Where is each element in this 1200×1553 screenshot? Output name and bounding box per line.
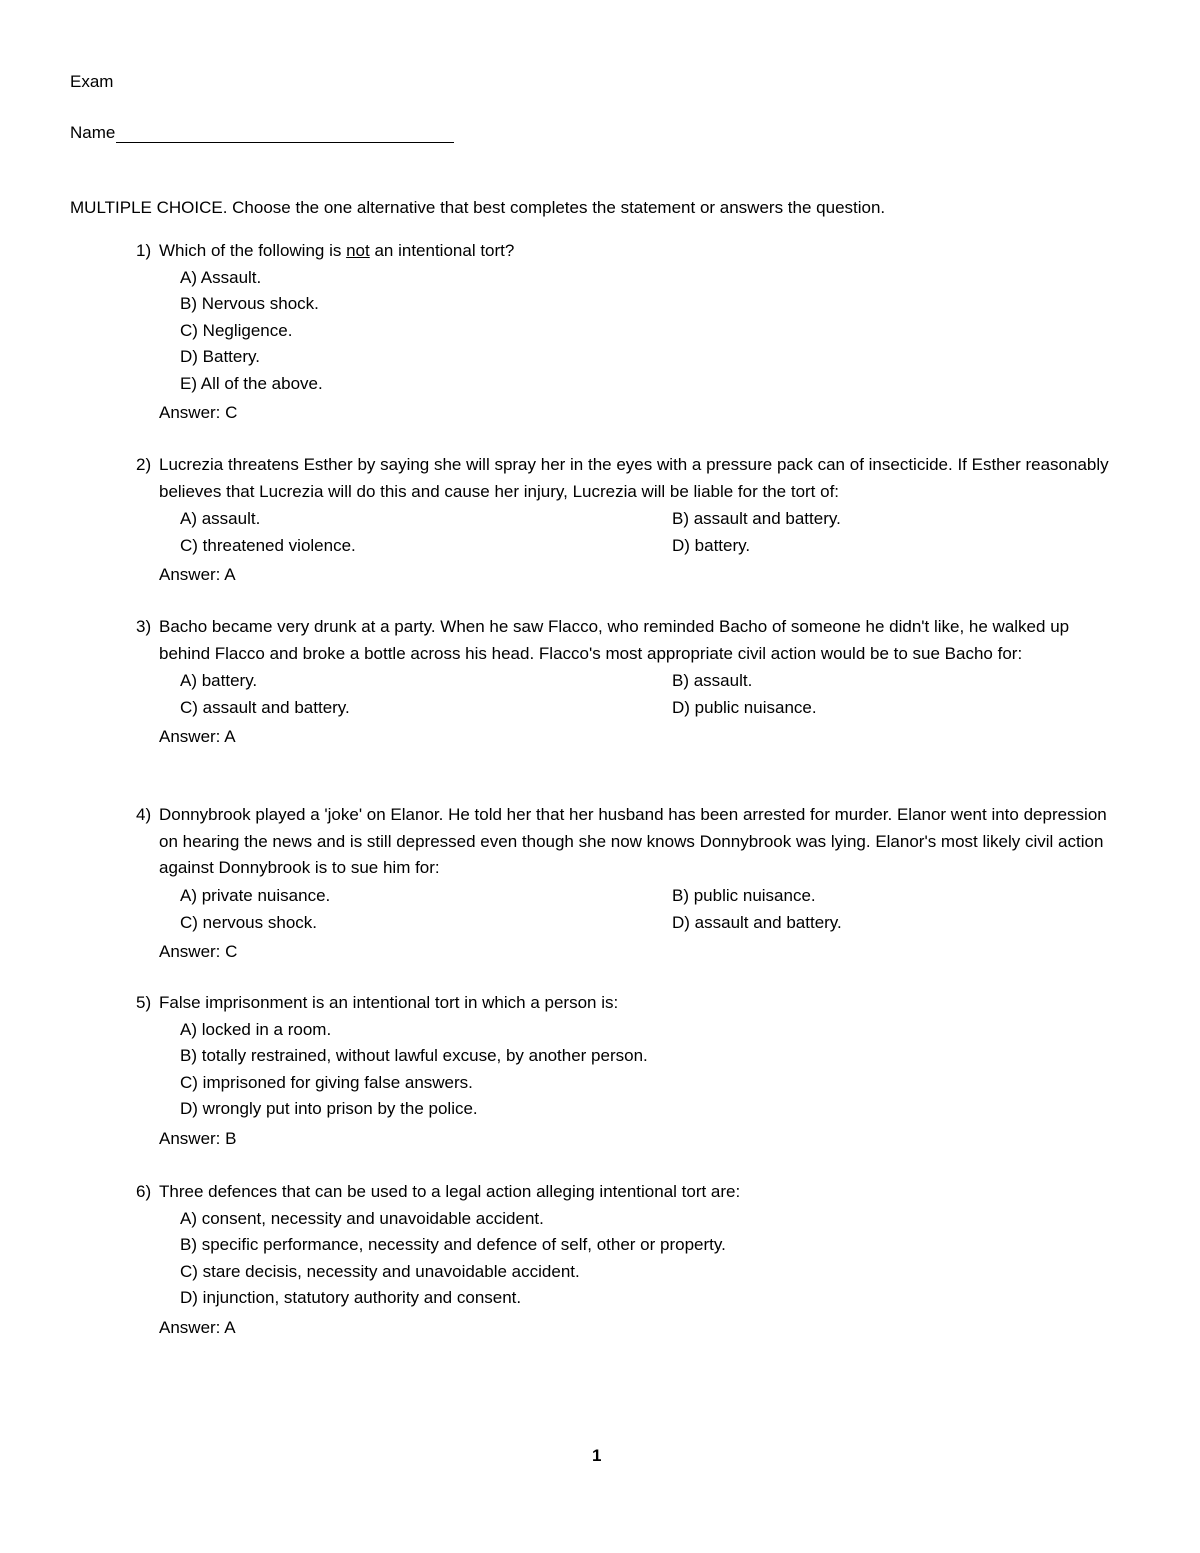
question-stem: Lucrezia threatens Esther by saying she will spray her in the eyes with a pressure pack can of insecticide. If Esther reasonably believes that Lucrezia will do this and cause her injury, Lucrezia will be liable for the tort of: (159, 455, 1109, 501)
answer-key: Answer: A (159, 727, 236, 746)
question-number: 5) (136, 993, 152, 1012)
option-d: D) injunction, statutory authority and consent. (180, 1288, 522, 1307)
answer-key: Answer: C (159, 941, 238, 961)
question-2 (136, 452, 1116, 587)
answer-options (180, 882, 1116, 936)
option-a: A) battery. (180, 671, 258, 690)
option-b: B) Nervous shock. (180, 294, 319, 313)
option-b: B) specific performance, necessity and defence of self, other or property. (180, 1235, 726, 1254)
option-a: A) Assault. (180, 267, 262, 287)
answer-options (180, 265, 1116, 398)
question-stem: Bacho became very drunk at a party. When he saw Flacco, who reminded Bacho of someone he didn't like, he walked up behind Flacco and broke a bottle across his head. Flacco's most appropriate civil action would be to sue Bacho for: (159, 617, 1070, 663)
section-instructions: MULTIPLE CHOICE. Choose the one alternative that best completes the statement or answers the question. (70, 198, 886, 217)
question-number: 4) (136, 805, 152, 824)
underlined-word: not (346, 241, 370, 260)
question-stem: Donnybrook played a 'joke' on Elanor. He told her that her husband has been arrested for murder. Elanor went into depression on hearing the news and is still depressed even though she now knows Donnybrook was lying. Elanor's most likely civil action against Donnybrook is to sue him for: (159, 805, 1107, 877)
question-5 (136, 990, 1116, 1151)
option-b: B) assault. (672, 671, 753, 690)
question-stem: Three defences that can be used to a legal action alleging intentional tort are: (159, 1182, 741, 1201)
question-stem: False imprisonment is an intentional tort in which a person is: (159, 993, 619, 1012)
option-d: D) assault and battery. (672, 912, 842, 932)
option-c: C) Negligence. (180, 320, 293, 340)
option-c: C) nervous shock. (180, 912, 317, 932)
answer-key: Answer: C (159, 403, 238, 422)
question-6 (136, 1179, 1116, 1340)
option-a: A) locked in a room. (180, 1019, 332, 1039)
name-label: Name (70, 123, 116, 142)
question-3 (136, 614, 1116, 749)
option-a: A) consent, necessity and unavoidable accident. (180, 1208, 544, 1228)
answer-key: Answer: A (159, 565, 236, 584)
answer-options (180, 1017, 1116, 1123)
option-c: C) stare decisis, necessity and unavoidable accident. (180, 1261, 580, 1281)
question-stem: Which of the following is not an intentional tort? (159, 241, 515, 260)
question-number: 1) (136, 241, 152, 260)
option-a: A) assault. (180, 509, 261, 528)
question-number: 3) (136, 617, 152, 636)
option-d: D) Battery. (180, 347, 260, 366)
option-c: C) assault and battery. (180, 698, 350, 717)
option-b: B) public nuisance. (672, 885, 816, 905)
page-number: 1 (592, 1446, 602, 1465)
answer-options (180, 505, 1116, 559)
option-b: B) assault and battery. (672, 509, 841, 528)
option-e: E) All of the above. (180, 373, 323, 393)
exam-title: Exam (70, 72, 114, 91)
name-blank-line (116, 125, 454, 143)
option-d: D) battery. (672, 536, 751, 555)
answer-key: Answer: B (159, 1128, 237, 1148)
question-4 (136, 802, 1116, 964)
question-number: 2) (136, 455, 152, 474)
option-c: C) threatened violence. (180, 536, 356, 555)
question-1 (136, 238, 1116, 425)
option-b: B) totally restrained, without lawful excuse, by another person. (180, 1046, 648, 1065)
option-d: D) public nuisance. (672, 698, 817, 717)
answer-options (180, 667, 1116, 721)
option-a: A) private nuisance. (180, 885, 331, 905)
answer-options (180, 1206, 1116, 1312)
question-number: 6) (136, 1182, 152, 1201)
option-d: D) wrongly put into prison by the police. (180, 1099, 478, 1118)
answer-key: Answer: A (159, 1317, 236, 1337)
option-c: C) imprisoned for giving false answers. (180, 1072, 473, 1092)
name-field (70, 123, 454, 143)
